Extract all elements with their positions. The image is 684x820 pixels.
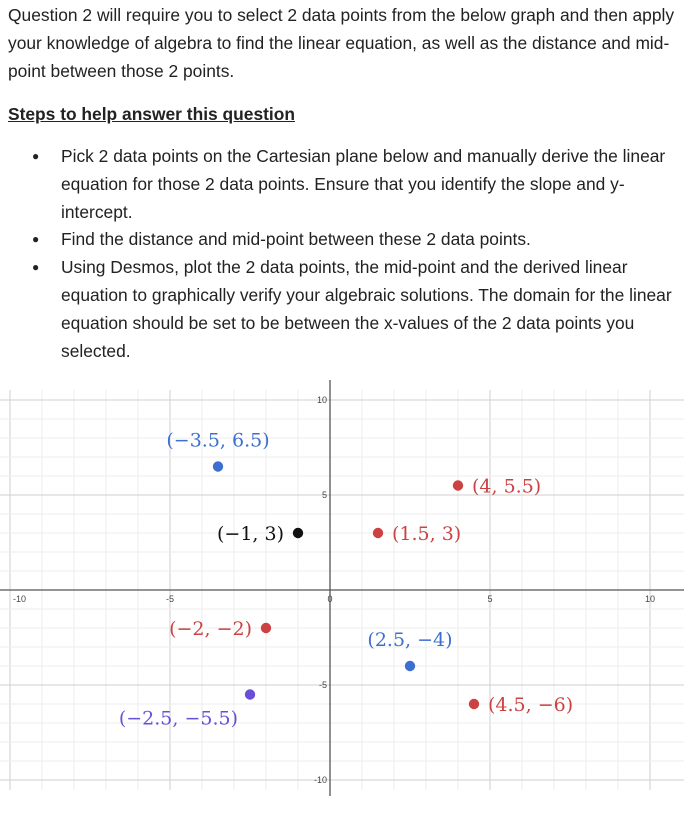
data-point-label: (4.5, −6) (488, 694, 574, 716)
data-point-label: (−2, −2) (169, 618, 252, 640)
list-item: ● Find the distance and mid-point between these 2 data points. (0, 226, 684, 254)
list-item: ● Using Desmos, plot the 2 data points, the mid-point and the derived linear equation to graphically verify your algebraic solutions. The domain for the linear equation should be set to be between the x-values of the 2 data points you selected. (0, 254, 684, 365)
data-point (261, 623, 271, 633)
y-tick-label: -10 (313, 775, 327, 785)
question-intro: Question 2 will require you to select 2 data points from the below graph and then apply your knowledge of algebra to find the linear equation, as well as the distance and mid-point between those 2 points. (8, 5, 675, 81)
y-tick-label: 5 (321, 490, 327, 500)
y-tick-label: 10 (316, 395, 327, 405)
data-point-label: (2.5, −4) (367, 629, 453, 651)
x-tick-label: -10 (13, 594, 27, 604)
cartesian-plane (0, 378, 684, 798)
x-tick-label: 10 (644, 594, 656, 604)
data-point-label: (−3.5, 6.5) (166, 429, 270, 452)
data-point (453, 480, 463, 490)
x-tick-label: 5 (487, 594, 493, 604)
data-point (373, 528, 383, 538)
data-point-label: (1.5, 3) (392, 523, 462, 545)
data-point-label: (4, 5.5) (472, 475, 542, 498)
data-point (405, 661, 415, 671)
y-tick-label: -5 (318, 680, 327, 690)
list-item: ● Pick 2 data points on the Cartesian plane below and manually derive the linear equation for those 2 data points. Ensure that you identify the slope and y-intercept. (0, 143, 684, 226)
x-tick-label: 0 (327, 594, 333, 604)
data-point-label: (−2.5, −5.5) (118, 707, 238, 730)
steps-heading: Steps to help answer this question (8, 104, 295, 124)
data-point-label: (−1, 3) (216, 523, 284, 545)
data-point (293, 528, 303, 538)
data-point (245, 689, 255, 699)
steps-list (0, 143, 684, 365)
x-tick-label: -5 (165, 594, 175, 604)
data-point (469, 699, 479, 709)
axes (0, 380, 684, 796)
data-point (213, 461, 223, 471)
